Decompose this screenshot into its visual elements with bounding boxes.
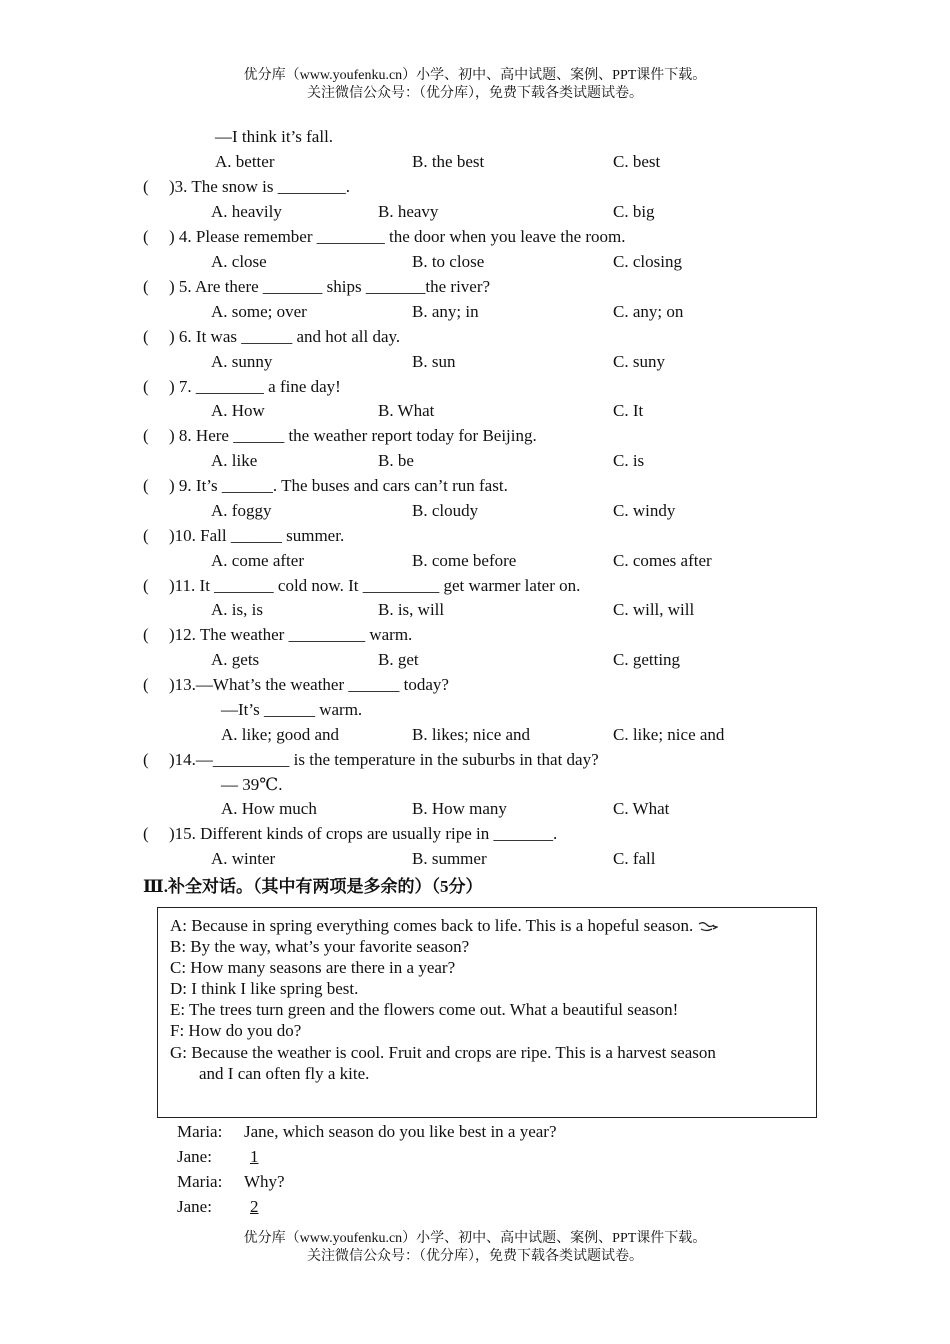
dialogue-speaker: Maria:	[177, 1172, 223, 1191]
option-b: B. the best	[412, 152, 485, 171]
option-b: B. come before	[412, 551, 517, 570]
answer-paren: (	[143, 327, 149, 346]
question-stem: ) 8. Here ______ the weather report today for Beijing.	[169, 426, 537, 445]
dialogue-speaker: Jane:	[177, 1147, 212, 1166]
question-14-reply: — 39℃.	[221, 775, 283, 794]
question-13-reply: —It’s ______ warm.	[221, 700, 363, 719]
box-line-e: E: The trees turn green and the flowers come out. What a beautiful season!	[170, 1000, 679, 1019]
answer-paren: (	[143, 227, 149, 246]
question-stem: ) 7. ________ a fine day!	[169, 377, 341, 396]
option-c: C. It	[613, 401, 644, 420]
option-c: C. will, will	[613, 600, 695, 619]
decorative-glyph-icon	[698, 917, 718, 938]
page-header	[0, 67, 950, 103]
answer-paren: (	[143, 526, 149, 545]
option-c: C. What	[613, 799, 670, 818]
option-a: A. How much	[221, 799, 317, 818]
box-line-b: B: By the way, what’s your favorite season?	[170, 937, 470, 956]
option-b: B. How many	[412, 799, 507, 818]
box-line-d: D: I think I like spring best.	[170, 979, 359, 998]
question-stem: )10. Fall ______ summer.	[169, 526, 345, 545]
question-stem: )3. The snow is ________.	[169, 177, 351, 196]
question-stem: )14.—_________ is the temperature in the suburbs in that day?	[169, 750, 599, 769]
dialogue-line: Why?	[244, 1172, 285, 1191]
option-a: A. like	[211, 451, 258, 470]
box-line-a	[170, 915, 718, 938]
option-c: C. suny	[613, 352, 665, 371]
option-a: A. heavily	[211, 202, 282, 221]
box-line-text: A: Because in spring everything comes back to life. This is a hopeful season.	[170, 916, 694, 935]
dialogue-blank	[244, 1197, 265, 1217]
option-a: A. How	[211, 401, 265, 420]
dialogue-blank	[244, 1147, 265, 1167]
answer-paren: (	[143, 675, 149, 694]
option-b: B. sun	[412, 352, 456, 371]
option-c: C. windy	[613, 501, 676, 520]
question-stem: )15. Different kinds of crops are usually ripe in _______.	[169, 824, 558, 843]
option-b: B. summer	[412, 849, 487, 868]
option-c: C. comes after	[613, 551, 712, 570]
option-b: B. is, will	[378, 600, 445, 619]
option-c: C. best	[613, 152, 661, 171]
answer-paren: (	[143, 476, 149, 495]
blank-2[interactable]: 2	[250, 1197, 259, 1216]
box-line-f: F: How do you do?	[170, 1021, 302, 1040]
dialogue-speaker: Jane:	[177, 1197, 212, 1216]
answer-paren: (	[143, 625, 149, 644]
option-b: B. cloudy	[412, 501, 479, 520]
question-stem: )12. The weather _________ warm.	[169, 625, 413, 644]
option-c: C. like; nice and	[613, 725, 725, 744]
box-line-g-continued: and I can often fly a kite.	[199, 1064, 370, 1083]
page-footer	[0, 1230, 950, 1266]
option-a: A. close	[211, 252, 267, 271]
blank-1[interactable]: 1	[250, 1147, 259, 1166]
header-line-1: 优分库（www.youfenku.cn）小学、初中、高中试题、案例、PPT课件下载。	[243, 68, 707, 83]
section-title: Ⅲ.补全对话。（其中有两项是多余的）（5分）	[143, 877, 483, 896]
option-a: A. winter	[211, 849, 276, 868]
question-stem: ) 9. It’s ______. The buses and cars can’t run fast.	[169, 476, 508, 495]
option-a: A. gets	[211, 650, 260, 669]
option-b: B. get	[378, 650, 419, 669]
option-a: A. like; good and	[221, 725, 340, 744]
dialogue-options-box	[157, 907, 817, 1118]
footer-line-2: 关注微信公众号：（优分库），免费下载各类试题试卷。	[307, 1249, 643, 1264]
dialogue-line: Jane, which season do you like best in a year?	[244, 1122, 557, 1141]
answer-paren: (	[143, 177, 149, 196]
option-b: B. likes; nice and	[412, 725, 531, 744]
answer-paren: (	[143, 824, 149, 843]
option-a: A. come after	[211, 551, 304, 570]
option-c: C. getting	[613, 650, 681, 669]
continuation-answer-line: —I think it’s fall.	[215, 127, 334, 146]
option-b: B. to close	[412, 252, 485, 271]
question-stem: ) 4. Please remember ________ the door when you leave the room.	[169, 227, 626, 246]
option-b: B. any; in	[412, 302, 479, 321]
question-stem: ) 6. It was ______ and hot all day.	[169, 327, 401, 346]
option-c: C. fall	[613, 849, 656, 868]
option-a: A. foggy	[211, 501, 272, 520]
answer-paren: (	[143, 750, 149, 769]
option-c: C. any; on	[613, 302, 684, 321]
option-a: A. sunny	[211, 352, 273, 371]
answer-paren: (	[143, 576, 149, 595]
box-line-g: G: Because the weather is cool. Fruit and crops are ripe. This is a harvest season	[170, 1043, 716, 1062]
answer-paren: (	[143, 426, 149, 445]
footer-line-1: 优分库（www.youfenku.cn）小学、初中、高中试题、案例、PPT课件下载。	[243, 1231, 707, 1246]
option-a: A. some; over	[211, 302, 307, 321]
option-a: A. better	[215, 152, 275, 171]
question-stem: )11. It _______ cold now. It _________ get warmer later on.	[169, 576, 581, 595]
question-stem: ) 5. Are there _______ ships _______the river?	[169, 277, 491, 296]
answer-paren: (	[143, 377, 149, 396]
answer-paren: (	[143, 277, 149, 296]
question-stem: )13.—What’s the weather ______ today?	[169, 675, 449, 694]
option-b: B. heavy	[378, 202, 439, 221]
dialogue-speaker: Maria:	[177, 1122, 223, 1141]
header-line-2: 关注微信公众号：（优分库），免费下载各类试题试卷。	[307, 86, 643, 101]
option-c: C. big	[613, 202, 655, 221]
option-c: C. is	[613, 451, 645, 470]
option-c: C. closing	[613, 252, 682, 271]
box-line-c: C: How many seasons are there in a year?	[170, 958, 456, 977]
option-b: B. be	[378, 451, 414, 470]
option-a: A. is, is	[211, 600, 263, 619]
option-b: B. What	[378, 401, 435, 420]
